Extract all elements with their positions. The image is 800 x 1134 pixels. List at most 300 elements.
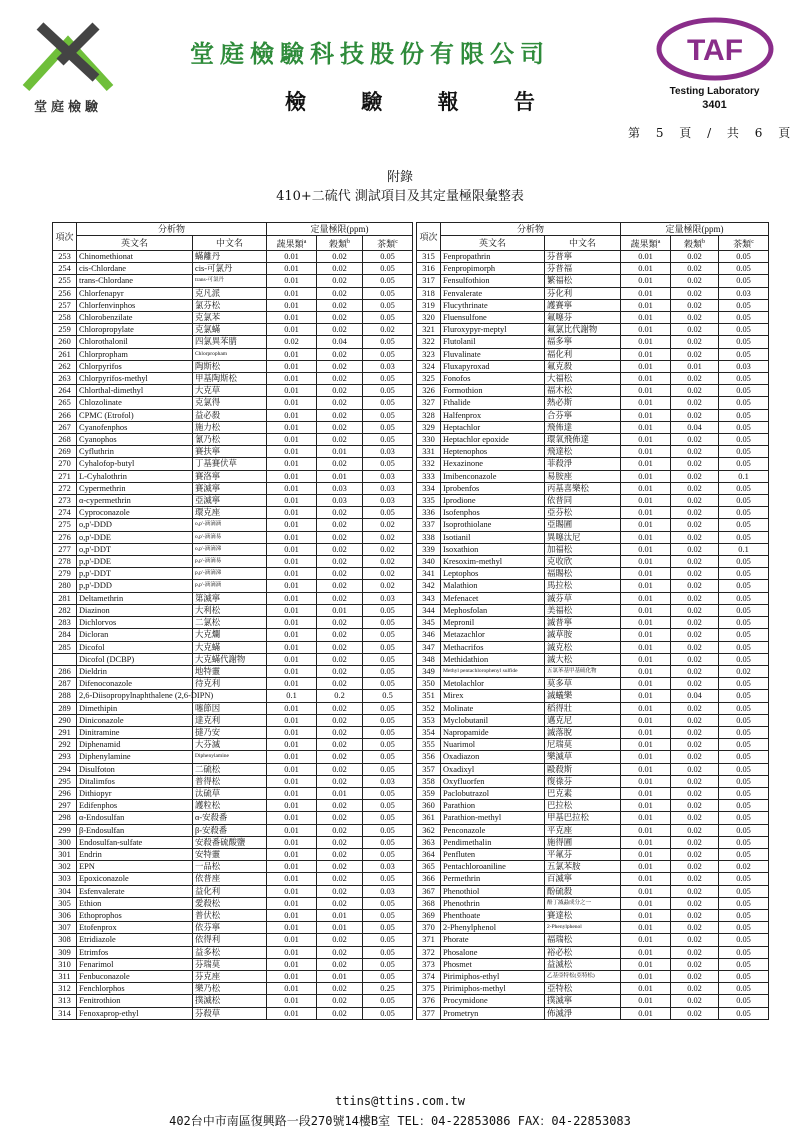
chinese-name: p,p'-滴滴易 <box>193 556 267 568</box>
loq-tea: 0.05 <box>363 812 413 824</box>
loq-veg: 0.01 <box>621 885 671 897</box>
table-row <box>417 287 769 299</box>
loq-veg: 0.01 <box>621 763 671 775</box>
table-row <box>417 482 769 494</box>
table-row <box>417 434 769 446</box>
table-row <box>417 848 769 860</box>
table-row <box>53 861 413 873</box>
loq-grain: 0.02 <box>317 739 363 751</box>
item-number: 314 <box>53 1007 77 1019</box>
item-number: 328 <box>417 409 441 421</box>
loq-veg: 0.01 <box>621 519 671 531</box>
english-name: Fensulfothion <box>441 275 545 287</box>
taf-number: 3401 <box>702 99 727 111</box>
loq-grain: 0.02 <box>317 775 363 787</box>
item-number: 264 <box>53 385 77 397</box>
english-name: o,p'-DDT <box>77 543 193 555</box>
english-name: Iprodione <box>441 495 545 507</box>
table-row <box>53 275 413 287</box>
english-name: α-cypermethrin <box>77 495 193 507</box>
chinese-name: 平氟芬 <box>545 848 621 860</box>
loq-grain: 0.02 <box>317 458 363 470</box>
loq-table-right-body <box>417 251 769 1020</box>
chinese-name: 平克座 <box>545 824 621 836</box>
item-number: 270 <box>53 458 77 470</box>
table-row <box>417 787 769 799</box>
loq-veg: 0.01 <box>267 324 317 336</box>
chinese-name: 莫多草 <box>545 678 621 690</box>
table-row <box>53 824 413 836</box>
chinese-name: 滅普寧 <box>545 617 621 629</box>
english-name: Chloropropylate <box>77 324 193 336</box>
taf-logo <box>655 16 775 82</box>
loq-grain: 0.02 <box>671 751 719 763</box>
loq-veg: 0.01 <box>621 970 671 982</box>
loq-tea: 0.05 <box>363 751 413 763</box>
table-row <box>417 922 769 934</box>
loq-tea: 0.05 <box>719 299 769 311</box>
loq-tea: 0.05 <box>719 446 769 458</box>
loq-grain: 0.02 <box>671 922 719 934</box>
chinese-name: 易胺座 <box>545 470 621 482</box>
loq-veg: 0.01 <box>621 714 671 726</box>
loq-grain: 0.02 <box>317 897 363 909</box>
english-name: Mirex <box>441 690 545 702</box>
table-row <box>417 312 769 324</box>
loq-veg: 0.01 <box>621 251 671 263</box>
loq-veg: 0.01 <box>267 714 317 726</box>
chinese-name: 益化利 <box>193 885 267 897</box>
item-number: 299 <box>53 824 77 836</box>
loq-tea: 0.05 <box>719 251 769 263</box>
loq-tea: 0.05 <box>719 580 769 592</box>
loq-veg: 0.01 <box>621 934 671 946</box>
english-name: Dimethipin <box>77 702 193 714</box>
loq-tea: 0.05 <box>363 653 413 665</box>
english-name: Leptophos <box>441 568 545 580</box>
chinese-name: 氟噻芬 <box>545 312 621 324</box>
loq-tea: 0.05 <box>719 641 769 653</box>
loq-grain: 0.02 <box>671 885 719 897</box>
loq-tea: 0.05 <box>363 702 413 714</box>
loq-tea: 0.03 <box>363 495 413 507</box>
item-number: 287 <box>53 678 77 690</box>
table-row <box>53 922 413 934</box>
item-number: 301 <box>53 848 77 860</box>
table-row <box>417 568 769 580</box>
english-name: Procymidone <box>441 995 545 1007</box>
table-row <box>417 897 769 909</box>
chinese-name: 滅大松 <box>545 653 621 665</box>
loq-grain: 0.02 <box>671 543 719 555</box>
table-row <box>417 348 769 360</box>
loq-grain: 0.02 <box>317 592 363 604</box>
english-name: Cyanophos <box>77 434 193 446</box>
item-number: 280 <box>53 580 77 592</box>
loq-veg: 0.01 <box>621 787 671 799</box>
loq-veg: 0.01 <box>267 446 317 458</box>
item-number: 307 <box>53 922 77 934</box>
loq-tea: 0.03 <box>363 861 413 873</box>
loq-veg: 0.01 <box>267 543 317 555</box>
item-number: 316 <box>417 263 441 275</box>
english-name: Isofenphos <box>441 507 545 519</box>
table-row <box>417 629 769 641</box>
loq-tea: 0.05 <box>719 678 769 690</box>
english-name: Chlorpyrifos-methyl <box>77 373 193 385</box>
item-number: 278 <box>53 556 77 568</box>
loq-tea: 0.05 <box>719 787 769 799</box>
header-item: 項次 <box>417 223 441 251</box>
loq-veg: 0.01 <box>621 312 671 324</box>
loq-veg: 0.01 <box>267 617 317 629</box>
loq-grain: 0.02 <box>671 275 719 287</box>
item-number: 356 <box>417 751 441 763</box>
item-number: 347 <box>417 641 441 653</box>
chinese-name: 依普同 <box>545 495 621 507</box>
table-row <box>53 568 413 580</box>
loq-grain: 0.02 <box>317 421 363 433</box>
table-row <box>53 665 413 677</box>
loq-grain: 0.02 <box>317 531 363 543</box>
loq-veg: 0.01 <box>267 958 317 970</box>
chinese-name: 滅芬草 <box>545 592 621 604</box>
chinese-name: α-安殺番 <box>193 812 267 824</box>
table-row <box>53 397 413 409</box>
item-number: 273 <box>53 495 77 507</box>
chinese-name: 賽洛寧 <box>193 470 267 482</box>
loq-tea: 0.05 <box>363 824 413 836</box>
english-name: Dinitramine <box>77 726 193 738</box>
item-number: 282 <box>53 604 77 616</box>
loq-grain: 0.02 <box>317 543 363 555</box>
english-name: 2,6-Diisopropylnaphthalene (2,6-DIPN) <box>77 690 193 702</box>
chinese-name: 稻得壯 <box>545 702 621 714</box>
item-number: 358 <box>417 775 441 787</box>
item-number: 343 <box>417 592 441 604</box>
english-name: Dicofol <box>77 641 193 653</box>
item-number: 303 <box>53 873 77 885</box>
table-row <box>53 763 413 775</box>
loq-grain: 0.02 <box>671 592 719 604</box>
item-number: 333 <box>417 470 441 482</box>
loq-grain: 0.02 <box>317 824 363 836</box>
table-row <box>53 812 413 824</box>
item-number: 344 <box>417 604 441 616</box>
item-number: 319 <box>417 299 441 311</box>
english-name: Cypermethrin <box>77 482 193 494</box>
loq-tea: 0.05 <box>719 995 769 1007</box>
english-name: Prometryn <box>441 1007 545 1019</box>
english-name: Phorate <box>441 934 545 946</box>
loq-tea: 0.05 <box>363 458 413 470</box>
chinese-name: 美福松 <box>545 604 621 616</box>
item-number: 308 <box>53 934 77 946</box>
chinese-name: 陶斯松 <box>193 360 267 372</box>
loq-tea: 0.05 <box>719 312 769 324</box>
table-row <box>53 592 413 604</box>
loq-grain: 0.02 <box>317 995 363 1007</box>
chinese-name: 甲基巴拉松 <box>545 812 621 824</box>
chinese-name: 巴克素 <box>545 787 621 799</box>
english-name: Flutolanil <box>441 336 545 348</box>
chinese-name: 普得松 <box>193 775 267 787</box>
loq-veg: 0.01 <box>267 287 317 299</box>
english-name: Fenoxaprop-ethyl <box>77 1007 193 1019</box>
chinese-name: 克氯得 <box>193 397 267 409</box>
chinese-name: o,p'-滴滴滴 <box>193 519 267 531</box>
item-number: 327 <box>417 397 441 409</box>
loq-tea: 0.05 <box>719 824 769 836</box>
header-veg: 蔬果類$^a$ <box>267 236 317 251</box>
item-number: 302 <box>53 861 77 873</box>
item-number: 261 <box>53 348 77 360</box>
table-row <box>417 507 769 519</box>
loq-veg: 0.01 <box>267 922 317 934</box>
loq-veg: 0.01 <box>267 970 317 982</box>
loq-grain: 0.01 <box>317 970 363 982</box>
chinese-name: 噻節因 <box>193 702 267 714</box>
loq-tea: 0.05 <box>363 873 413 885</box>
loq-tea: 0.05 <box>363 287 413 299</box>
table-row <box>417 470 769 482</box>
loq-grain: 0.02 <box>671 946 719 958</box>
loq-tea: 0.05 <box>719 604 769 616</box>
table-row <box>53 629 413 641</box>
english-name: Phenthoate <box>441 909 545 921</box>
chinese-name: 克氯苯 <box>193 312 267 324</box>
footer-address: 402台中市南區復興路一段270號14樓B室 TEL：04-22853086 FAX：04-22853083 <box>169 1114 631 1128</box>
loq-tea: 0.02 <box>363 580 413 592</box>
loq-grain: 0.02 <box>671 653 719 665</box>
english-name: Methidathion <box>441 653 545 665</box>
item-number: 254 <box>53 263 77 275</box>
chinese-name: trans-可氯丹 <box>193 275 267 287</box>
loq-tea: 0.03 <box>363 592 413 604</box>
english-name: Kresoxim-methyl <box>441 556 545 568</box>
english-name: p,p'-DDE <box>77 556 193 568</box>
item-number: 340 <box>417 556 441 568</box>
item-number: 309 <box>53 946 77 958</box>
item-number: 332 <box>417 458 441 470</box>
chinese-name: 撲滅寧 <box>545 995 621 1007</box>
loq-grain: 0.02 <box>317 885 363 897</box>
item-number: 352 <box>417 702 441 714</box>
item-number: 284 <box>53 629 77 641</box>
chinese-name: 芬克座 <box>193 970 267 982</box>
loq-tea: 0.05 <box>363 507 413 519</box>
loq-grain: 0.02 <box>671 1007 719 1019</box>
english-name: Methacrifos <box>441 641 545 653</box>
loq-tea: 0.05 <box>363 617 413 629</box>
loq-veg: 0.01 <box>621 702 671 714</box>
table-row <box>53 519 413 531</box>
table-row <box>53 580 413 592</box>
loq-grain: 0.02 <box>671 812 719 824</box>
english-name: Phosalone <box>441 946 545 958</box>
item-number: 364 <box>417 848 441 860</box>
chinese-name: 益必殺 <box>193 409 267 421</box>
loq-grain: 0.02 <box>671 470 719 482</box>
table-row <box>53 263 413 275</box>
item-number: 341 <box>417 568 441 580</box>
chinese-name: 益滅松 <box>545 958 621 970</box>
loq-grain: 0.02 <box>317 836 363 848</box>
loq-tea: 0.05 <box>719 556 769 568</box>
loq-tea: 0.05 <box>363 312 413 324</box>
loq-veg: 0.01 <box>267 946 317 958</box>
loq-grain: 0.02 <box>317 299 363 311</box>
table-row <box>53 409 413 421</box>
item-number: 312 <box>53 983 77 995</box>
item-number: 351 <box>417 690 441 702</box>
item-number: 372 <box>417 946 441 958</box>
loq-tea: 0.05 <box>363 604 413 616</box>
loq-grain: 0.02 <box>317 409 363 421</box>
loq-grain: 0.02 <box>317 324 363 336</box>
chinese-name: 安殺番硫酸鹽 <box>193 836 267 848</box>
loq-veg: 0.01 <box>621 836 671 848</box>
loq-grain: 0.02 <box>671 482 719 494</box>
loq-grain: 0.02 <box>671 519 719 531</box>
loq-tea: 0.05 <box>719 592 769 604</box>
item-number: 354 <box>417 726 441 738</box>
loq-tea: 0.02 <box>363 568 413 580</box>
english-name: Fenchlorphos <box>77 983 193 995</box>
english-name: Cyhalofop-butyl <box>77 458 193 470</box>
loq-tea: 0.05 <box>363 275 413 287</box>
item-number: 353 <box>417 714 441 726</box>
table-row <box>53 751 413 763</box>
loq-veg: 0.01 <box>621 848 671 860</box>
loq-grain: 0.02 <box>317 702 363 714</box>
chinese-name: 芬殺草 <box>193 1007 267 1019</box>
loq-grain: 0.01 <box>317 446 363 458</box>
item-number: 259 <box>53 324 77 336</box>
loq-tea: 0.05 <box>719 836 769 848</box>
loq-tea: 0.05 <box>363 665 413 677</box>
table-row <box>53 324 413 336</box>
english-name: Isoprothiolane <box>441 519 545 531</box>
loq-tea: 0.05 <box>719 482 769 494</box>
loq-tea: 0.03 <box>363 470 413 482</box>
english-name: Chlorpropham <box>77 348 193 360</box>
item-number: 376 <box>417 995 441 1007</box>
chinese-name: Chlorpropham <box>193 348 267 360</box>
table-row <box>417 580 769 592</box>
item-number: 288 <box>53 690 77 702</box>
item-number: 293 <box>53 751 77 763</box>
english-name: Fluxapyroxad <box>441 360 545 372</box>
english-name: Diniconazole <box>77 714 193 726</box>
loq-tea: 0.05 <box>363 848 413 860</box>
loq-grain: 0.02 <box>671 568 719 580</box>
english-name: cis-Chlordane <box>77 263 193 275</box>
loq-tea: 0.05 <box>719 897 769 909</box>
table-row <box>53 714 413 726</box>
loq-veg: 0.01 <box>267 678 317 690</box>
loq-tea: 0.05 <box>719 629 769 641</box>
company-name: 堂庭檢驗科技股份有限公司 <box>190 39 550 68</box>
loq-grain: 0.02 <box>317 580 363 592</box>
table-row <box>417 495 769 507</box>
loq-tea: 0.05 <box>363 348 413 360</box>
loq-tea: 0.05 <box>719 983 769 995</box>
loq-grain: 0.02 <box>317 641 363 653</box>
loq-grain: 0.02 <box>671 726 719 738</box>
chinese-name: 益多松 <box>193 946 267 958</box>
english-name: Endosulfan-sulfate <box>77 836 193 848</box>
english-name: Imibenconazole <box>441 470 545 482</box>
table-row <box>417 251 769 263</box>
loq-grain: 0.02 <box>317 653 363 665</box>
english-name: Fenarimol <box>77 958 193 970</box>
loq-veg: 0.01 <box>621 580 671 592</box>
table-row <box>417 336 769 348</box>
table-row <box>53 653 413 665</box>
loq-grain: 0.02 <box>317 507 363 519</box>
loq-veg: 0.01 <box>621 446 671 458</box>
loq-tea: 0.05 <box>363 739 413 751</box>
header-en: 英文名 <box>441 236 545 251</box>
loq-veg: 0.01 <box>621 421 671 433</box>
english-name: Cyproconazole <box>77 507 193 519</box>
loq-veg: 0.01 <box>267 726 317 738</box>
chinese-name: 一品松 <box>193 861 267 873</box>
loq-veg: 0.01 <box>267 702 317 714</box>
chinese-name: 加福松 <box>545 543 621 555</box>
loq-veg: 0.01 <box>267 934 317 946</box>
loq-tea: 0.05 <box>719 617 769 629</box>
table-row <box>417 299 769 311</box>
loq-grain: 0.02 <box>671 678 719 690</box>
loq-grain: 0.02 <box>317 629 363 641</box>
english-name: Etridiazole <box>77 934 193 946</box>
table-row <box>417 385 769 397</box>
loq-veg: 0.01 <box>267 580 317 592</box>
item-number: 268 <box>53 434 77 446</box>
loq-veg: 0.01 <box>621 775 671 787</box>
loq-veg: 0.01 <box>267 861 317 873</box>
loq-grain: 0.02 <box>317 678 363 690</box>
loq-veg: 0.01 <box>267 787 317 799</box>
english-name: Dithiopyr <box>77 787 193 799</box>
loq-table-left <box>52 222 413 1020</box>
item-number: 355 <box>417 739 441 751</box>
loq-grain: 0.02 <box>317 568 363 580</box>
item-number: 279 <box>53 568 77 580</box>
loq-veg: 0.01 <box>267 1007 317 1019</box>
table-row <box>417 836 769 848</box>
taf-logo-text: TAF <box>686 34 744 67</box>
loq-tea: 0.05 <box>719 1007 769 1019</box>
table-row <box>417 397 769 409</box>
english-name: Fluroxypyr-meptyl <box>441 324 545 336</box>
chinese-name: 氟克殺 <box>545 360 621 372</box>
loq-tea: 0.05 <box>363 373 413 385</box>
english-name: Fthalide <box>441 397 545 409</box>
loq-veg: 0.01 <box>267 434 317 446</box>
loq-grain: 0.01 <box>671 360 719 372</box>
table-row <box>53 702 413 714</box>
loq-grain: 0.02 <box>317 958 363 970</box>
english-name: p,p'-DDT <box>77 568 193 580</box>
loq-veg: 0.01 <box>621 299 671 311</box>
chinese-name: 依普座 <box>193 873 267 885</box>
loq-tea: 0.03 <box>363 775 413 787</box>
header-loq: 定量極限(ppm) <box>621 223 769 236</box>
loq-veg: 0.01 <box>621 873 671 885</box>
